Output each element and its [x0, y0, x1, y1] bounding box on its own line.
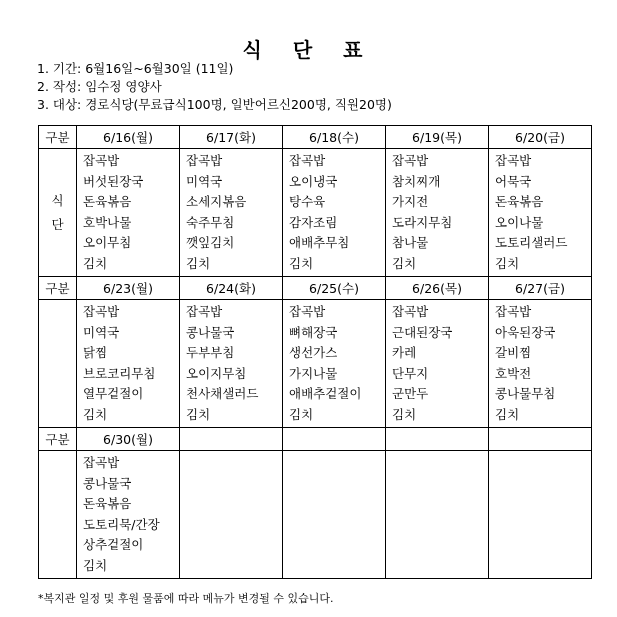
menu-item — [186, 535, 282, 556]
day-menu-cell — [77, 451, 180, 579]
menu-item: 콩나물무침 — [495, 386, 556, 401]
menu-item: 천사채샐러드 — [186, 386, 259, 401]
menu-item — [289, 494, 385, 515]
menu-item — [186, 515, 282, 536]
menu-item: 잡곡밥 — [392, 153, 429, 168]
menu-item — [495, 453, 591, 474]
side-label-char: 단 — [51, 216, 64, 232]
side-label-char: 식 — [51, 192, 64, 208]
info-author: 2. 작성: 임수정 영양사 — [37, 79, 162, 94]
menu-item — [186, 556, 282, 577]
day-menu-cell — [283, 300, 386, 428]
menu-item: 근대된장국 — [392, 324, 453, 340]
menu-item — [495, 535, 591, 556]
menu-item: 잡곡밥 — [289, 153, 326, 168]
menu-item — [186, 494, 282, 515]
menu-item: 도토리묵/간장 — [83, 516, 160, 532]
menu-item — [289, 535, 385, 556]
menu-item — [495, 494, 591, 515]
menu-item: 참나물 — [392, 235, 429, 250]
info-target: 3. 대상: 경로식당(무료급식100명, 일반어르신200명, 직원20명) — [37, 97, 392, 112]
menu-item: 생선가스 — [289, 345, 338, 360]
day-date-header: 6/30(월) — [77, 428, 180, 451]
menu-item: 잡곡밥 — [83, 153, 120, 168]
menu-item: 호박나물 — [83, 214, 132, 230]
menu-item: 미역국 — [186, 173, 223, 189]
day-date-header: 6/24(화) — [180, 277, 283, 300]
menu-item: 호박전 — [495, 365, 532, 381]
info-period: 1. 기간: 6월16일~6월30일 (11일) — [37, 61, 234, 76]
menu-item: 애배추겉절이 — [289, 386, 362, 401]
menu-item: 도라지무침 — [392, 214, 453, 230]
menu-item: 잡곡밥 — [186, 153, 223, 168]
menu-item: 군만두 — [392, 386, 429, 401]
menu-item — [392, 494, 488, 515]
menu-item: 김치 — [83, 557, 108, 573]
gubun-header: 구분 — [39, 277, 77, 300]
menu-item: 브로코리무침 — [83, 365, 156, 381]
menu-row — [39, 300, 592, 428]
menu-row — [39, 149, 592, 277]
menu-item: 깻잎김치 — [186, 235, 235, 250]
day-date-header — [386, 428, 489, 451]
menu-item: 김치 — [289, 255, 314, 271]
menu-item: 잡곡밥 — [392, 304, 429, 319]
menu-item: 갈비찜 — [495, 345, 532, 360]
menu-item: 참치찌개 — [392, 173, 441, 189]
menu-table — [38, 125, 592, 579]
menu-item: 소세지볶음 — [186, 194, 247, 209]
menu-item: 잡곡밥 — [83, 455, 120, 470]
menu-item: 잡곡밥 — [186, 304, 223, 319]
menu-item: 카레 — [392, 345, 417, 360]
menu-item — [392, 474, 488, 495]
day-menu-cell — [180, 149, 283, 277]
menu-item — [392, 515, 488, 536]
menu-item — [392, 556, 488, 577]
day-menu-cell — [77, 149, 180, 277]
menu-item: 두부부침 — [186, 345, 235, 360]
menu-item: 잡곡밥 — [495, 304, 532, 319]
menu-item — [495, 474, 591, 495]
menu-item: 아욱된장국 — [495, 324, 556, 340]
menu-item: 숙주무침 — [186, 214, 235, 230]
menu-item: 잡곡밥 — [83, 304, 120, 319]
menu-item: 탕수육 — [289, 194, 326, 209]
day-menu-cell — [283, 451, 386, 579]
day-menu-cell — [489, 300, 592, 428]
menu-item — [392, 453, 488, 474]
menu-item: 김치 — [495, 406, 520, 422]
day-date-header: 6/19(목) — [386, 126, 489, 149]
day-menu-cell — [489, 149, 592, 277]
menu-item: 미역국 — [83, 324, 120, 340]
day-date-header: 6/27(금) — [489, 277, 592, 300]
day-menu-cell — [180, 451, 283, 579]
day-date-header: 6/23(월) — [77, 277, 180, 300]
menu-item: 잡곡밥 — [289, 304, 326, 319]
menu-item — [289, 556, 385, 577]
menu-item: 돈육볶음 — [83, 496, 132, 511]
side-label-cell — [39, 451, 77, 579]
menu-item: 오이나물 — [495, 214, 544, 230]
menu-item: 김치 — [186, 255, 211, 271]
menu-item: 애배추무침 — [289, 235, 350, 250]
gubun-header: 구분 — [39, 428, 77, 451]
day-date-header — [180, 428, 283, 451]
menu-item: 김치 — [495, 255, 520, 271]
menu-item: 닭찜 — [83, 345, 108, 360]
side-label-cell — [39, 300, 77, 428]
day-date-header: 6/25(수) — [283, 277, 386, 300]
menu-item: 어묵국 — [495, 173, 532, 189]
menu-item: 단무지 — [392, 365, 429, 381]
menu-item: 오이지무침 — [186, 365, 247, 381]
menu-item: 감자조림 — [289, 214, 338, 230]
menu-item: 콩나물국 — [186, 324, 235, 340]
menu-item: 콩나물국 — [83, 475, 132, 491]
day-date-header: 6/17(화) — [180, 126, 283, 149]
day-date-header: 6/26(목) — [386, 277, 489, 300]
menu-item — [186, 474, 282, 495]
menu-item: 김치 — [392, 406, 417, 422]
menu-item: 김치 — [186, 406, 211, 422]
side-label-cell — [39, 149, 77, 277]
menu-item — [289, 515, 385, 536]
menu-item: 김치 — [289, 406, 314, 422]
menu-item: 돈육볶음 — [495, 194, 544, 209]
day-menu-cell — [386, 451, 489, 579]
menu-item: 돈육볶음 — [83, 194, 132, 209]
day-date-header — [489, 428, 592, 451]
page-title: 식 단 표 — [242, 38, 375, 62]
footnote: *복지관 일정 및 후원 물품에 따라 메뉴가 변경될 수 있습니다. — [38, 592, 334, 605]
menu-item: 김치 — [83, 255, 108, 271]
day-menu-cell — [489, 451, 592, 579]
menu-item — [289, 453, 385, 474]
day-menu-cell — [180, 300, 283, 428]
menu-item: 김치 — [392, 255, 417, 271]
day-date-header: 6/20(금) — [489, 126, 592, 149]
menu-item: 뼈해장국 — [289, 324, 338, 340]
menu-item: 가지나물 — [289, 365, 338, 381]
menu-item — [495, 515, 591, 536]
menu-item: 열무겉절이 — [83, 386, 144, 401]
day-date-header — [283, 428, 386, 451]
menu-item: 김치 — [83, 406, 108, 422]
menu-item: 오이냉국 — [289, 173, 338, 189]
menu-item — [392, 535, 488, 556]
day-date-header: 6/18(수) — [283, 126, 386, 149]
day-menu-cell — [77, 300, 180, 428]
gubun-header: 구분 — [39, 126, 77, 149]
menu-item: 상추겉절이 — [83, 537, 144, 552]
menu-item: 오이무침 — [83, 235, 132, 250]
menu-item: 버섯된장국 — [83, 173, 144, 189]
menu-item: 잡곡밥 — [495, 153, 532, 168]
day-menu-cell — [386, 149, 489, 277]
menu-item — [186, 453, 282, 474]
menu-item: 가지전 — [392, 194, 429, 209]
menu-item — [289, 474, 385, 495]
day-menu-cell — [283, 149, 386, 277]
menu-item: 도토리샐러드 — [495, 235, 568, 250]
day-menu-cell — [386, 300, 489, 428]
day-date-header: 6/16(월) — [77, 126, 180, 149]
menu-row — [39, 451, 592, 579]
menu-item — [495, 556, 591, 577]
